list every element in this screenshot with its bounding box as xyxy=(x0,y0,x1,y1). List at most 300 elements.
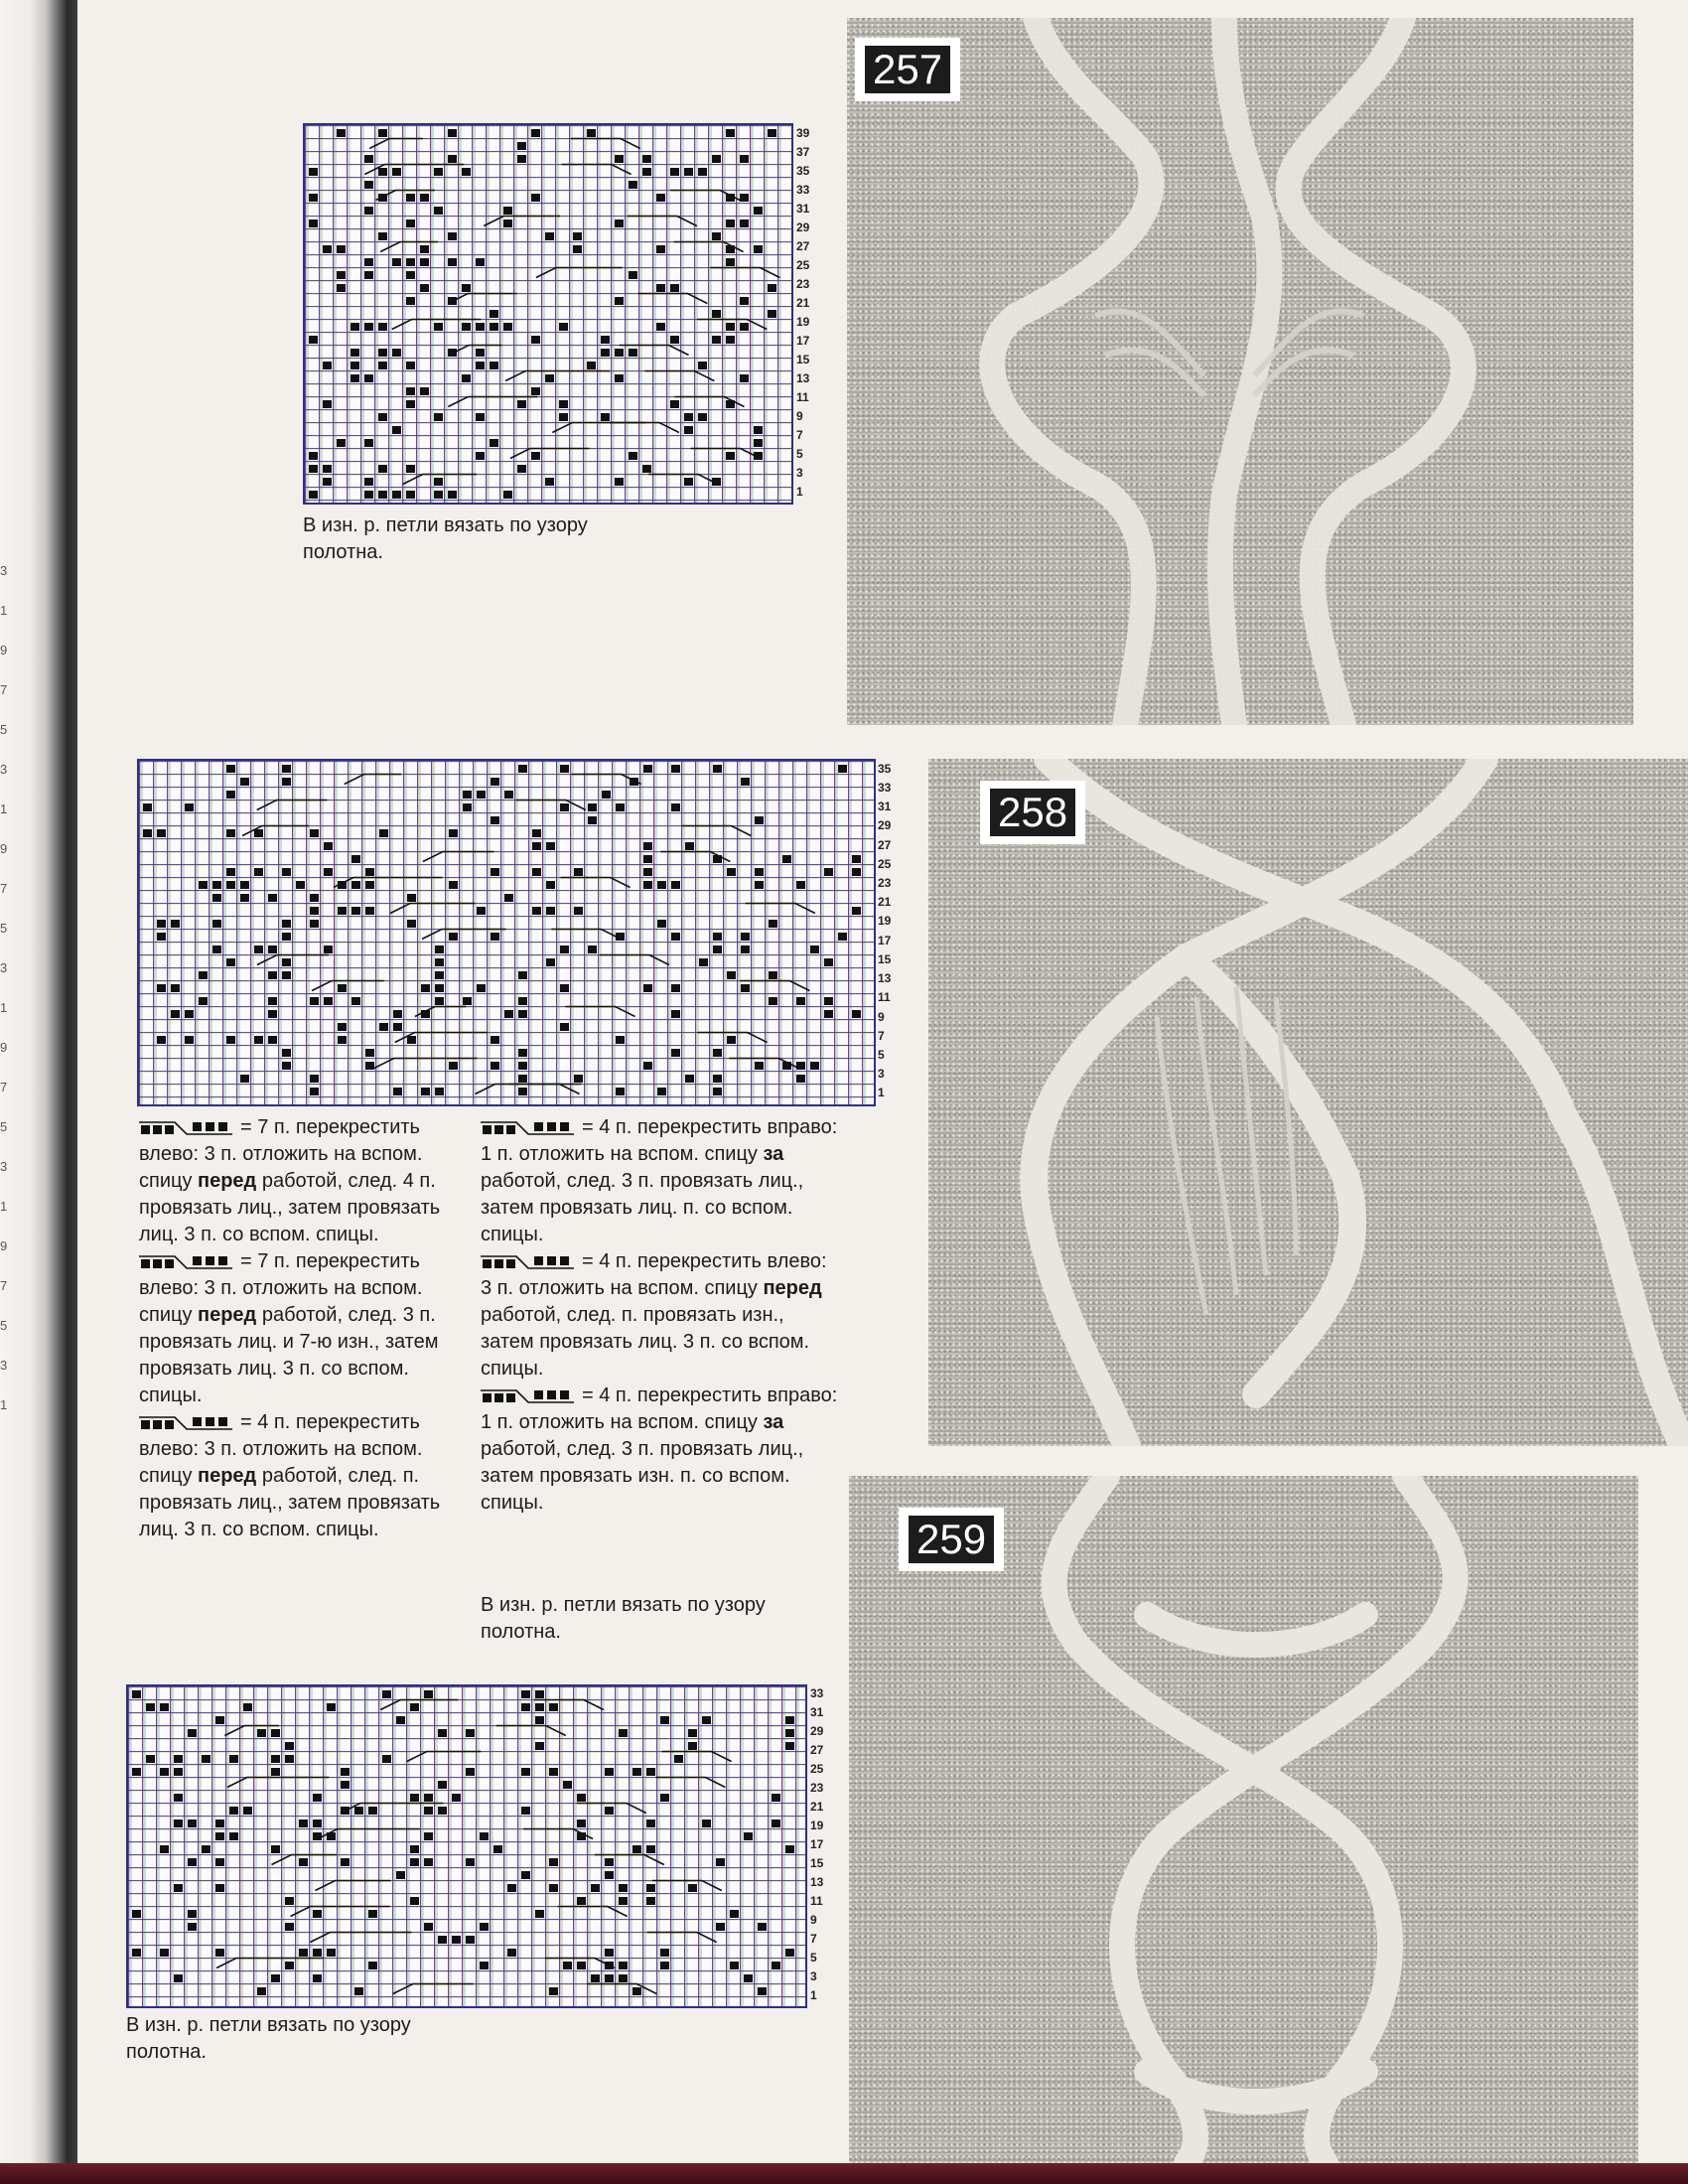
chart-cell-filled xyxy=(448,491,457,499)
legend-text: = 4 п. перекрестить вправо: 1 п. отложить на вспом. спицу xyxy=(481,1384,838,1433)
chart-cell-filled xyxy=(382,1690,391,1698)
chart-cell-filled xyxy=(132,1949,141,1957)
chart-cell-filled xyxy=(559,413,568,421)
cable-symbol-icon xyxy=(481,1254,576,1270)
chart-cell-filled xyxy=(424,1690,433,1698)
chart-cell-filled xyxy=(226,765,235,773)
chart-cell-filled xyxy=(643,1062,652,1070)
chart-cell-filled xyxy=(364,271,373,279)
row-number: 15 xyxy=(796,352,810,366)
chart-cell-filled xyxy=(407,920,416,928)
chart-cell-filled xyxy=(174,1974,183,1982)
chart-cell-filled xyxy=(563,1781,572,1789)
chart-cell-filled xyxy=(462,323,471,331)
chart-cable-line xyxy=(407,1752,481,1762)
chart-cell-filled xyxy=(629,452,637,460)
chart-cell-filled xyxy=(671,933,680,941)
chart-cell-filled xyxy=(452,1794,461,1802)
cable-symbol-icon xyxy=(481,1388,576,1404)
chart-cell-filled xyxy=(605,1974,614,1982)
caption-258: В изн. р. петли вязать по узору полотна. xyxy=(481,1594,766,1643)
chart-cell-filled xyxy=(727,971,736,979)
chart-cell-filled xyxy=(615,155,624,163)
chart-cell-filled xyxy=(713,933,722,941)
chart-cell-filled xyxy=(327,1703,336,1711)
chart-cell-filled xyxy=(368,1910,377,1918)
pattern-number-257: 257 xyxy=(865,46,950,93)
chart-cell-filled xyxy=(477,907,486,915)
row-number: 13 xyxy=(810,1874,824,1889)
chart-cable-line xyxy=(216,1959,323,1968)
chart-cell-filled xyxy=(438,1729,447,1737)
legend-entry xyxy=(481,1114,838,1248)
chart-cell-filled xyxy=(656,323,665,331)
chart-cable-line xyxy=(423,852,494,862)
chart-cell-filled xyxy=(352,881,360,889)
chart-cable-line xyxy=(681,826,751,836)
chart-cell-filled xyxy=(313,1910,322,1918)
chart-cell-filled xyxy=(518,1010,527,1018)
chart-cell-filled xyxy=(352,855,360,863)
chart-cell-filled xyxy=(393,1088,402,1095)
chart-cell-filled xyxy=(535,1910,544,1918)
chart-cell-filled xyxy=(354,1807,363,1815)
chart-cell-filled xyxy=(392,349,401,357)
chart-cable-line xyxy=(369,139,423,149)
gutter-number: 9 xyxy=(0,643,8,657)
chart-cell-filled xyxy=(740,219,749,227)
chart-cell-filled xyxy=(448,232,457,240)
chart-cell-filled xyxy=(769,997,777,1005)
chart-cell-filled xyxy=(503,323,512,331)
chart-cell-filled xyxy=(671,1049,680,1057)
chart-cell-filled xyxy=(406,465,415,473)
chart-cell-filled xyxy=(838,765,847,773)
chart-cell-filled xyxy=(268,1010,277,1018)
chart-cell-filled xyxy=(378,465,387,473)
chart-cell-filled xyxy=(657,920,666,928)
chart-cell-filled xyxy=(396,1716,405,1724)
chart-cell-filled xyxy=(698,168,707,176)
chart-cell-filled xyxy=(323,478,332,486)
chart-cable-line xyxy=(655,1778,725,1788)
row-number: 1 xyxy=(796,484,803,499)
chart-cell-filled xyxy=(491,778,499,786)
chart-cell-filled xyxy=(406,219,415,227)
cable-symbol-icon xyxy=(139,1415,234,1431)
legend-text: = 7 п. перекрестить влево: 3 п. отложить на вспом. спицу xyxy=(139,1116,423,1192)
chart-cell-filled xyxy=(545,232,554,240)
chart-cell-filled xyxy=(560,984,569,992)
chart-cell-filled xyxy=(573,232,582,240)
chart-cell-filled xyxy=(480,1962,489,1969)
chart-cell-filled xyxy=(726,336,735,344)
chart-cell-filled xyxy=(215,1858,224,1866)
chart-cell-filled xyxy=(434,207,443,215)
chart-cell-filled xyxy=(424,1858,433,1866)
chart-cell-filled xyxy=(188,1910,197,1918)
chart-cell-filled xyxy=(605,1768,614,1776)
chart-cell-filled xyxy=(392,258,401,266)
row-number: 17 xyxy=(796,333,810,348)
chart-cell-filled xyxy=(282,920,291,928)
chart-cell-filled xyxy=(378,413,387,421)
chart-cell-filled xyxy=(531,387,540,395)
chart-cell-filled xyxy=(549,1703,558,1711)
chart-cell-filled xyxy=(702,1716,711,1724)
chart-cell-filled xyxy=(420,284,429,292)
chart-cell-filled xyxy=(646,1845,655,1853)
row-number: 33 xyxy=(878,780,892,795)
row-number: 3 xyxy=(810,1968,817,1983)
chart-cell-filled xyxy=(535,1742,544,1750)
chart-257 xyxy=(303,123,793,505)
chart-cell-filled xyxy=(143,803,152,811)
chart-cell-filled xyxy=(174,1768,183,1776)
chart-cell-filled xyxy=(702,1820,711,1827)
chart-cell-filled xyxy=(493,1845,502,1853)
chart-cell-filled xyxy=(452,1936,461,1944)
chart-cell-filled xyxy=(421,1088,430,1095)
chart-cell-filled xyxy=(535,1690,544,1698)
chart-259-row-numbers xyxy=(810,1684,840,2004)
chart-cell-filled xyxy=(517,155,526,163)
chart-cell-filled xyxy=(713,1075,722,1083)
chart-cell-filled xyxy=(215,1832,224,1840)
chart-cell-filled xyxy=(282,868,291,876)
chart-cell-filled xyxy=(741,984,750,992)
chart-cable-line xyxy=(551,930,621,940)
chart-cell-filled xyxy=(559,323,568,331)
chart-cell-filled xyxy=(531,194,540,202)
chart-cell-filled xyxy=(605,1871,614,1879)
chart-cell-filled xyxy=(532,907,541,915)
chart-cell-filled xyxy=(726,219,735,227)
chart-cell-filled xyxy=(313,1820,322,1827)
chart-cell-filled xyxy=(410,1858,419,1866)
chart-cell-filled xyxy=(364,439,373,447)
chart-cell-filled xyxy=(364,181,373,189)
chart-cell-filled xyxy=(199,881,208,889)
row-number: 13 xyxy=(878,971,892,986)
chart-cell-filled xyxy=(643,765,652,773)
chart-cell-filled xyxy=(229,1755,238,1763)
legend-text: = 4 п. перекрестить влево: 3 п. отложить на вспом. спицу xyxy=(481,1250,827,1299)
chart-cable-line xyxy=(566,1007,635,1017)
chart-cell-filled xyxy=(730,1910,739,1918)
chart-cell-filled xyxy=(338,984,347,992)
gutter-number: 1 xyxy=(0,1199,8,1214)
chart-cell-filled xyxy=(796,997,805,1005)
chart-cell-filled xyxy=(185,803,194,811)
chart-cell-filled xyxy=(754,207,763,215)
chart-cell-filled xyxy=(171,920,180,928)
chart-cell-filled xyxy=(254,946,263,953)
chart-cell-filled xyxy=(573,245,582,253)
chart-cell-filled xyxy=(507,1949,516,1957)
chart-cell-filled xyxy=(132,1910,141,1918)
chart-cable-line xyxy=(334,878,442,888)
chart-cell-filled xyxy=(449,881,458,889)
chart-cell-filled xyxy=(337,284,346,292)
gutter-number: 3 xyxy=(0,1358,8,1373)
row-number: 21 xyxy=(810,1800,824,1815)
chart-cable-line xyxy=(380,242,438,252)
gutter-number: 5 xyxy=(0,1119,8,1134)
chart-cell-filled xyxy=(656,194,665,202)
chart-cell-filled xyxy=(491,868,499,876)
row-number: 23 xyxy=(810,1781,824,1796)
chart-cell-filled xyxy=(577,1794,586,1802)
chart-cable-line xyxy=(224,1726,279,1736)
row-number: 31 xyxy=(810,1705,824,1720)
chart-cell-filled xyxy=(185,1010,194,1018)
chart-cell-filled xyxy=(643,842,652,850)
chart-cell-filled xyxy=(741,778,750,786)
chart-cell-filled xyxy=(726,258,735,266)
chart-cell-filled xyxy=(684,478,693,486)
chart-cell-filled xyxy=(727,1036,736,1044)
chart-cell-filled xyxy=(491,1036,499,1044)
chart-cell-filled xyxy=(615,349,624,357)
row-number: 7 xyxy=(878,1028,885,1043)
photo-257 xyxy=(847,18,1633,725)
chart-cell-filled xyxy=(518,997,527,1005)
chart-cell-filled xyxy=(438,1807,447,1815)
chart-cell-filled xyxy=(643,881,652,889)
chart-cell-filled xyxy=(365,881,374,889)
chart-cell-filled xyxy=(185,1036,194,1044)
chart-cell-filled xyxy=(282,971,291,979)
chart-257-cables xyxy=(305,125,791,503)
chart-cell-filled xyxy=(310,894,319,902)
chart-cell-filled xyxy=(382,1755,391,1763)
chart-cell-filled xyxy=(434,323,443,331)
chart-cell-filled xyxy=(577,1897,586,1905)
chart-cell-filled xyxy=(671,984,680,992)
chart-cell-filled xyxy=(727,868,736,876)
row-number: 33 xyxy=(810,1686,824,1701)
chart-cell-filled xyxy=(656,284,665,292)
chart-cable-line xyxy=(257,801,328,810)
chart-cell-filled xyxy=(420,387,429,395)
chart-cell-filled xyxy=(268,997,277,1005)
chart-cell-filled xyxy=(160,1768,169,1776)
chart-cell-filled xyxy=(852,855,861,863)
chart-cell-filled xyxy=(406,400,415,408)
chart-cell-filled xyxy=(633,1845,641,1853)
chart-cell-filled xyxy=(577,1962,586,1969)
gutter-number: 5 xyxy=(0,1318,8,1333)
chart-cell-filled xyxy=(354,1987,363,1995)
chart-cable-line xyxy=(600,955,669,965)
chart-cell-filled xyxy=(491,933,499,941)
chart-cell-filled xyxy=(518,1088,527,1095)
chart-cell-filled xyxy=(685,1075,694,1083)
chart-cell-filled xyxy=(299,1858,308,1866)
gutter-number: 3 xyxy=(0,960,8,975)
legend-entry xyxy=(139,1248,457,1409)
chart-cell-filled xyxy=(531,452,540,460)
row-number: 1 xyxy=(810,1987,817,2002)
gutter-number: 5 xyxy=(0,722,8,737)
chart-cell-filled xyxy=(546,907,555,915)
legend-text: = 4 п. перекрестить вправо: 1 п. отложить на вспом. спицу xyxy=(481,1116,838,1165)
chart-cell-filled xyxy=(285,1742,294,1750)
chart-257-row-numbers xyxy=(796,123,826,501)
chart-cell-filled xyxy=(466,1936,475,1944)
chart-cell-filled xyxy=(713,1088,722,1095)
chart-cable-line xyxy=(558,1907,628,1917)
chart-cell-filled xyxy=(545,374,554,382)
chart-cell-filled xyxy=(615,478,624,486)
row-number: 5 xyxy=(796,446,803,461)
chart-cell-filled xyxy=(435,946,444,953)
chart-cell-filled xyxy=(713,946,722,953)
chart-cell-filled xyxy=(406,362,415,369)
chart-cell-filled xyxy=(337,245,346,253)
chart-cell-filled xyxy=(755,1062,764,1070)
chart-cell-filled xyxy=(755,868,764,876)
chart-cell-filled xyxy=(490,310,498,318)
chart-cell-filled xyxy=(132,1768,141,1776)
chart-cell-filled xyxy=(310,829,319,837)
chart-cable-line xyxy=(552,423,644,433)
chart-cell-filled xyxy=(563,1962,572,1969)
chart-cell-filled xyxy=(643,855,652,863)
chart-cell-filled xyxy=(364,207,373,215)
chart-cell-filled xyxy=(338,1036,347,1044)
row-number: 9 xyxy=(810,1912,817,1927)
chart-cell-filled xyxy=(605,1858,614,1866)
chart-cell-filled xyxy=(463,997,472,1005)
chart-cell-filled xyxy=(202,1755,211,1763)
chart-cell-filled xyxy=(313,1794,322,1802)
chart-cell-filled xyxy=(448,258,457,266)
chart-cell-filled xyxy=(365,868,374,876)
chart-cable-line xyxy=(310,1933,411,1943)
chart-cell-filled xyxy=(188,1858,197,1866)
badge-257 xyxy=(855,38,960,101)
chart-cell-filled xyxy=(685,842,694,850)
badge-259 xyxy=(899,1508,1004,1571)
chart-cable-line xyxy=(516,801,586,810)
chart-cell-filled xyxy=(560,765,569,773)
row-number: 25 xyxy=(796,257,810,272)
chart-cell-filled xyxy=(378,129,387,137)
chart-cell-filled xyxy=(785,1729,794,1737)
row-number: 1 xyxy=(878,1086,885,1100)
chart-cable-line xyxy=(628,217,697,226)
row-number: 19 xyxy=(796,314,810,329)
chart-cell-filled xyxy=(424,1832,433,1840)
chart-cell-filled xyxy=(171,1010,180,1018)
page-bottom-edge xyxy=(0,2163,1688,2184)
chart-cable-line xyxy=(536,268,623,278)
row-number: 7 xyxy=(810,1931,817,1946)
chart-cell-filled xyxy=(824,868,833,876)
chart-cell-filled xyxy=(188,1820,197,1827)
chart-cell-filled xyxy=(769,971,777,979)
chart-cell-filled xyxy=(310,920,319,928)
chart-cell-filled xyxy=(633,1768,641,1776)
chart-cell-filled xyxy=(406,271,415,279)
gutter-number: 3 xyxy=(0,1159,8,1174)
chart-cell-filled xyxy=(532,868,541,876)
chart-cell-filled xyxy=(660,1716,669,1724)
gutter-number: 5 xyxy=(0,921,8,936)
chart-cell-filled xyxy=(435,1088,444,1095)
chart-cell-filled xyxy=(769,920,777,928)
row-number: 31 xyxy=(878,800,892,814)
chart-cell-filled xyxy=(491,816,499,824)
chart-cell-filled xyxy=(285,1923,294,1931)
row-number: 21 xyxy=(878,895,892,910)
chart-cell-filled xyxy=(619,1729,628,1737)
chart-cell-filled xyxy=(435,971,444,979)
chart-cell-filled xyxy=(507,1884,516,1892)
chart-cell-filled xyxy=(605,1807,614,1815)
chart-cell-filled xyxy=(633,1987,641,1995)
row-number: 23 xyxy=(796,276,810,291)
chart-cell-filled xyxy=(504,1010,513,1018)
chart-cell-filled xyxy=(587,362,596,369)
gutter-number: 7 xyxy=(0,1080,8,1094)
chart-cell-filled xyxy=(616,803,625,811)
chart-cell-filled xyxy=(229,1832,238,1840)
chart-cell-filled xyxy=(160,1845,169,1853)
book-gutter xyxy=(0,0,77,2184)
chart-cell-filled xyxy=(824,958,833,966)
chart-cell-filled xyxy=(560,803,569,811)
row-number: 29 xyxy=(878,818,892,833)
chart-cell-filled xyxy=(698,362,707,369)
chart-cell-filled xyxy=(503,207,512,215)
chart-cell-filled xyxy=(157,920,166,928)
row-number: 9 xyxy=(878,1009,885,1024)
chart-cell-filled xyxy=(531,336,540,344)
chart-cell-filled xyxy=(796,881,805,889)
chart-cell-filled xyxy=(351,323,359,331)
chart-cable-line xyxy=(374,1059,478,1069)
row-number: 27 xyxy=(878,837,892,852)
chart-cell-filled xyxy=(588,816,597,824)
chart-cell-filled xyxy=(518,1049,527,1057)
chart-cable-line xyxy=(652,1881,722,1891)
chart-cell-filled xyxy=(532,829,541,837)
chart-cell-filled xyxy=(226,791,235,799)
chart-cell-filled xyxy=(215,1716,224,1724)
gutter-row-numbers xyxy=(0,564,14,1438)
chart-cell-filled xyxy=(309,465,318,473)
chart-cell-filled xyxy=(268,971,277,979)
chart-cell-filled xyxy=(309,336,318,344)
chart-258-row-numbers xyxy=(878,759,908,1102)
chart-cell-filled xyxy=(364,155,373,163)
chart-cell-filled xyxy=(755,816,764,824)
chart-cell-filled xyxy=(462,374,471,382)
chart-cell-filled xyxy=(810,1062,819,1070)
chart-cable-line xyxy=(587,1984,656,1994)
chart-cell-filled xyxy=(323,400,332,408)
chart-cell-filled xyxy=(365,1062,374,1070)
chart-cell-filled xyxy=(602,791,611,799)
chart-cable-line xyxy=(510,449,590,459)
chart-cell-filled xyxy=(518,1062,527,1070)
chart-cell-filled xyxy=(341,1858,350,1866)
chart-cell-filled xyxy=(535,1703,544,1711)
chart-cell-filled xyxy=(338,907,347,915)
